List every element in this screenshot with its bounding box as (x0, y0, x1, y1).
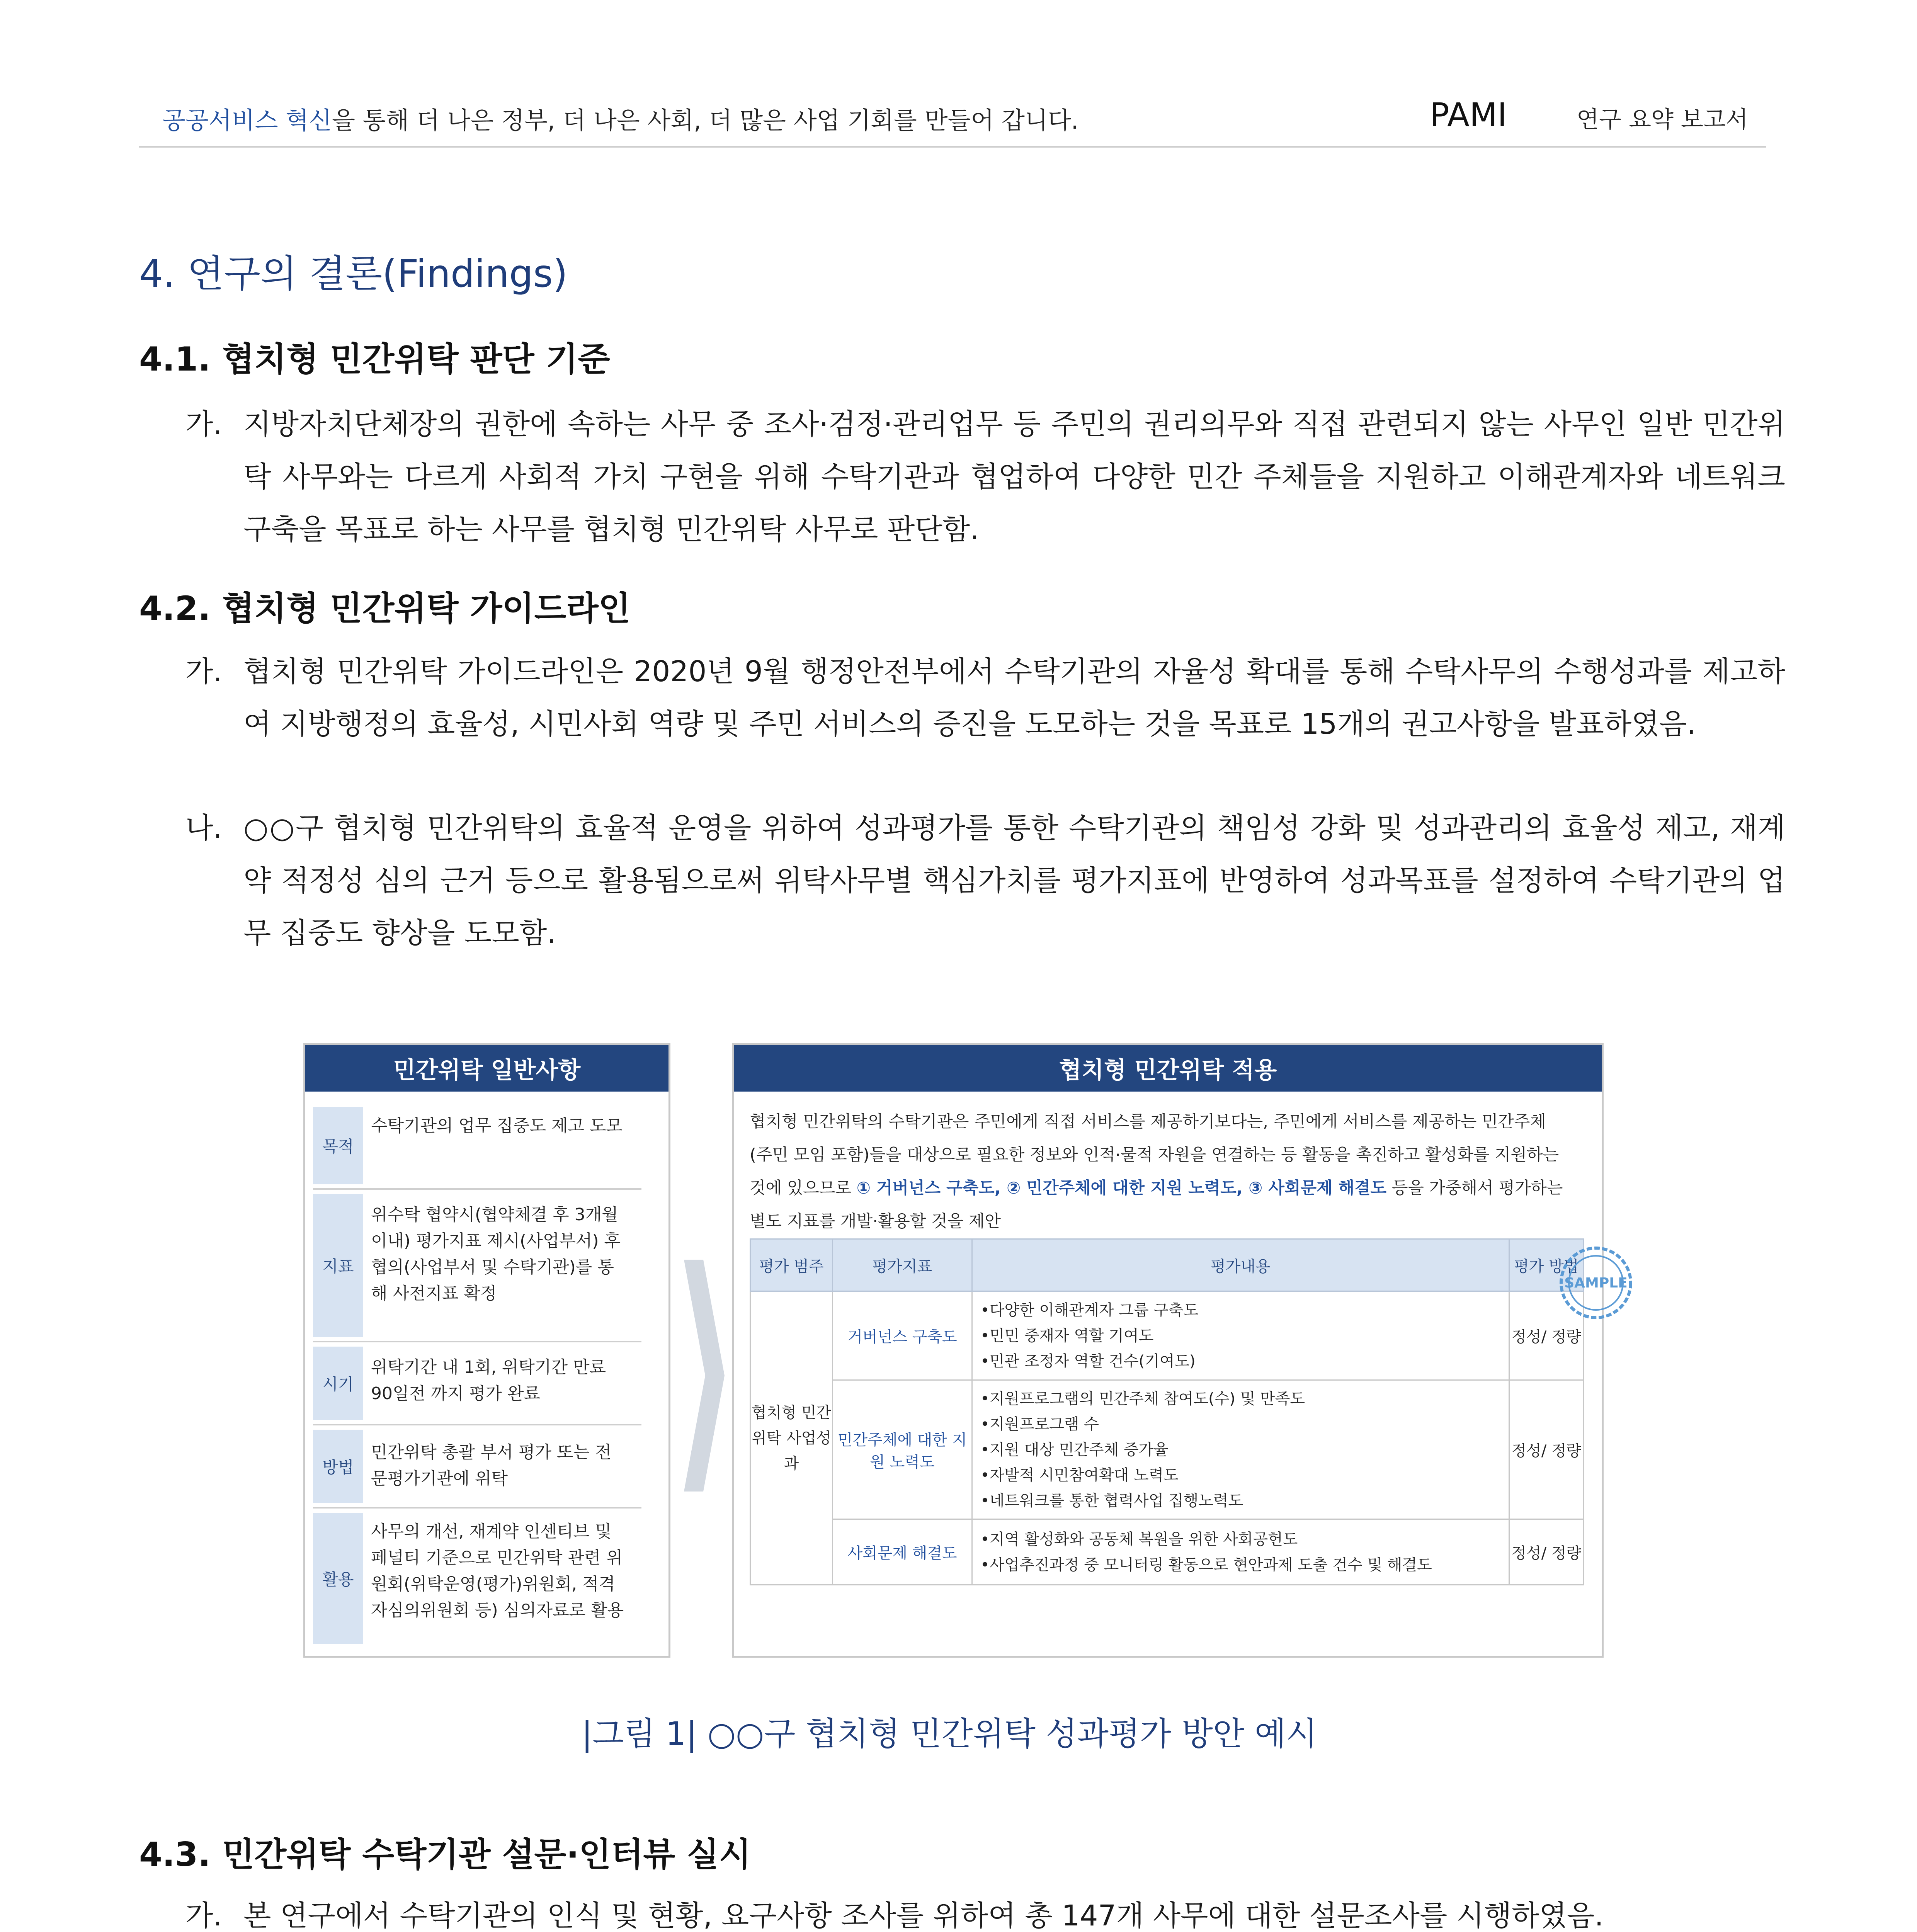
section-title: 4. 연구의 결론(Findings) (139, 252, 568, 296)
subsection-4-3-title: 4.3. 민간위탁 수탁기관 설문·인터뷰 실시 (139, 1835, 751, 1874)
header-brand: PAMI (1430, 96, 1507, 134)
para-4-2-a (185, 645, 1785, 750)
th-indicator: 평가지표 (832, 1239, 972, 1291)
td-content (972, 1291, 1509, 1380)
tagline-highlight: 공공서비스 혁신 (162, 106, 332, 134)
row-label-usage: 활용 (313, 1513, 363, 1644)
td-method: 정성/ 정량 (1509, 1519, 1584, 1585)
table-header-row (750, 1239, 1584, 1291)
table-row (750, 1291, 1584, 1380)
row-text-timing: 위탁기간 내 1회, 위탁기간 만료 90일전 까지 평가 완료 (371, 1357, 606, 1403)
th-content: 평가내용 (972, 1239, 1509, 1291)
td-indicator: 거버넌스 구축도 (832, 1291, 972, 1380)
th-area: 평가 범주 (750, 1239, 833, 1291)
table-row (750, 1519, 1584, 1585)
row-divider (313, 1424, 641, 1425)
para-4-3-a (185, 1889, 1785, 1932)
content-item: •지역 활성화와 공동체 복원을 위한 사회공헌도 (980, 1530, 1298, 1548)
stamp-text: SAMPLE (1564, 1275, 1628, 1291)
td-method: 정성/ 정량 (1509, 1380, 1584, 1519)
content-item: •민민 중재자 역할 기여도 (980, 1327, 1154, 1345)
row-text-usage: 사무의 개선, 재계약 인센티브 및 페널티 기준으로 민간위탁 관련 위원회(위탁운영(평가)위원회, 적격자심의위원회 등) 심의자료로 활용 (371, 1522, 624, 1620)
arrow-right-icon (680, 1260, 726, 1492)
evaluation-table (750, 1238, 1584, 1585)
header-tagline (162, 101, 1078, 136)
subsection-4-2-title: 4.2. 협치형 민간위탁 가이드라인 (139, 589, 631, 628)
row-divider (313, 1507, 641, 1509)
content-item: •민관 조정자 역할 건수(기여도) (980, 1352, 1196, 1370)
table-row (750, 1380, 1584, 1519)
row-label-purpose: 목적 (313, 1107, 363, 1184)
td-content (972, 1380, 1509, 1519)
row-label-indicator: 지표 (313, 1194, 363, 1337)
content-item: •자발적 시민참여확대 노력도 (980, 1466, 1179, 1484)
para-text: 본 연구에서 수탁기관의 인식 및 현황, 요구사항 조사를 위하여 총 147개 사무에 대한 설문조사를 시행하였음. (243, 1899, 1604, 1932)
td-method: 정성/ 정량 (1509, 1291, 1584, 1380)
content-item: •지원프로그램 수 (980, 1415, 1099, 1433)
header-divider (139, 146, 1766, 148)
row-divider (313, 1188, 641, 1190)
para-text: ○○구 협치형 민간위탁의 효율적 운영을 위하여 성과평가를 통한 수탁기관의 책임성 강화 및 성과관리의 효율성 제고, 재계약 적정성 심의 근거 등으로 활용됨으로써 위탁사무별 핵심가치를 평가지표에 반영하여 성과목표를 설정하여 수탁기관의 업무 집중도 향상을 도모함. (243, 811, 1785, 950)
header-doc-type: 연구 요약 보고서 (1577, 106, 1748, 133)
row-divider (313, 1341, 641, 1342)
content-item: •지원 대상 민간주체 증가율 (980, 1440, 1169, 1459)
intro-highlight: ① 거버넌스 구축도, ② 민간주체에 대한 지원 노력도, ③ 사회문제 해결도 (856, 1179, 1387, 1198)
tagline-rest: 을 통해 더 나은 정부, 더 나은 사회, 더 많은 사업 기회를 만들어 갑니다. (332, 106, 1079, 134)
th-method: 평가 방법 (1509, 1239, 1584, 1291)
subsection-4-1-title: 4.1. 협치형 민간위탁 판단 기준 (139, 340, 610, 379)
td-content (972, 1519, 1509, 1585)
row-text-method: 민간위탁 총괄 부서 평가 또는 전문평가기관에 위탁 (371, 1442, 612, 1488)
row-text-purpose: 수탁기관의 업무 집중도 제고 도모 (371, 1116, 623, 1136)
para-4-2-b (185, 802, 1785, 959)
para-marker: 가. (185, 1899, 223, 1932)
fig1-left-title: 민간위탁 일반사항 (305, 1045, 668, 1092)
intro-text: 협치형 민간위탁의 수탁기관은 주민에게 직접 서비스를 제공하기보다는, 주민에게 서비스를 제공하는 민간주체(주민 모임 포함)들을 대상으로 필요한 정보와 인적·물적 자원을 연결하는 등 활동을 촉진하고 활성화를 지원하는 것에 있으므로 (750, 1112, 1559, 1198)
td-indicator: 민간주체에 대한 지원 노력도 (832, 1380, 972, 1519)
fig1-left-panel (303, 1043, 670, 1658)
fig1-right-title: 협치형 민간위탁 적용 (734, 1045, 1602, 1092)
content-item: •사업추진과정 중 모니터링 활동으로 현안과제 도출 건수 및 해결도 (980, 1556, 1432, 1574)
row-label-timing: 시기 (313, 1347, 363, 1420)
content-item: •다양한 이해관계자 그룹 구축도 (980, 1301, 1199, 1319)
row-label-method: 방법 (313, 1430, 363, 1503)
fig1-intro (750, 1105, 1565, 1238)
para-marker: 나. (185, 811, 223, 845)
para-text: 협치형 민간위탁 가이드라인은 2020년 9월 행정안전부에서 수탁기관의 자율성 확대를 통해 수탁사무의 수행성과를 제고하여 지방행정의 효율성, 시민사회 역량 및 주민 서비스의 증진을 도모하는 것을 목표로 15개의 권고사항을 발표하였음. (243, 655, 1785, 741)
td-area: 협치형 민간위탁 사업성과 (750, 1291, 833, 1585)
figure1-caption: |그림 1| ○○구 협치형 민간위탁 성과평가 방안 예시 (582, 1715, 1318, 1753)
fig1-right-panel (732, 1043, 1604, 1658)
para-4-1-a (185, 398, 1785, 556)
content-item: •네트워크를 통한 협력사업 집행노력도 (980, 1492, 1243, 1510)
para-marker: 가. (185, 655, 223, 688)
td-indicator: 사회문제 해결도 (832, 1519, 972, 1585)
para-text: 지방자치단체장의 권한에 속하는 사무 중 조사·검정·관리업무 등 주민의 권리의무와 직접 관련되지 않는 사무인 일반 민간위탁 사무와는 다르게 사회적 가치 구현을 위해 수탁기관과 협업하여 다양한 민간 주체들을 지원하고 이해관계자와 네트워크 구축을 목표로 하는 사무를 협치형 민간위탁 사무로 판단함. (243, 408, 1785, 546)
content-item: •지원프로그램의 민간주체 참여도(수) 및 만족도 (980, 1389, 1305, 1408)
para-marker: 가. (185, 408, 223, 441)
sample-stamp (1557, 1244, 1635, 1321)
row-text-indicator: 위수탁 협약시(협약체결 후 3개월 이내) 평가지표 제시(사업부서) 후 협의(사업부서 및 수탁기관)를 통해 사전지표 확정 (371, 1205, 621, 1303)
intro-text-end: 등을 가중해서 평가하는 별도 지표를 개발·활용할 것을 제안 (750, 1179, 1563, 1231)
